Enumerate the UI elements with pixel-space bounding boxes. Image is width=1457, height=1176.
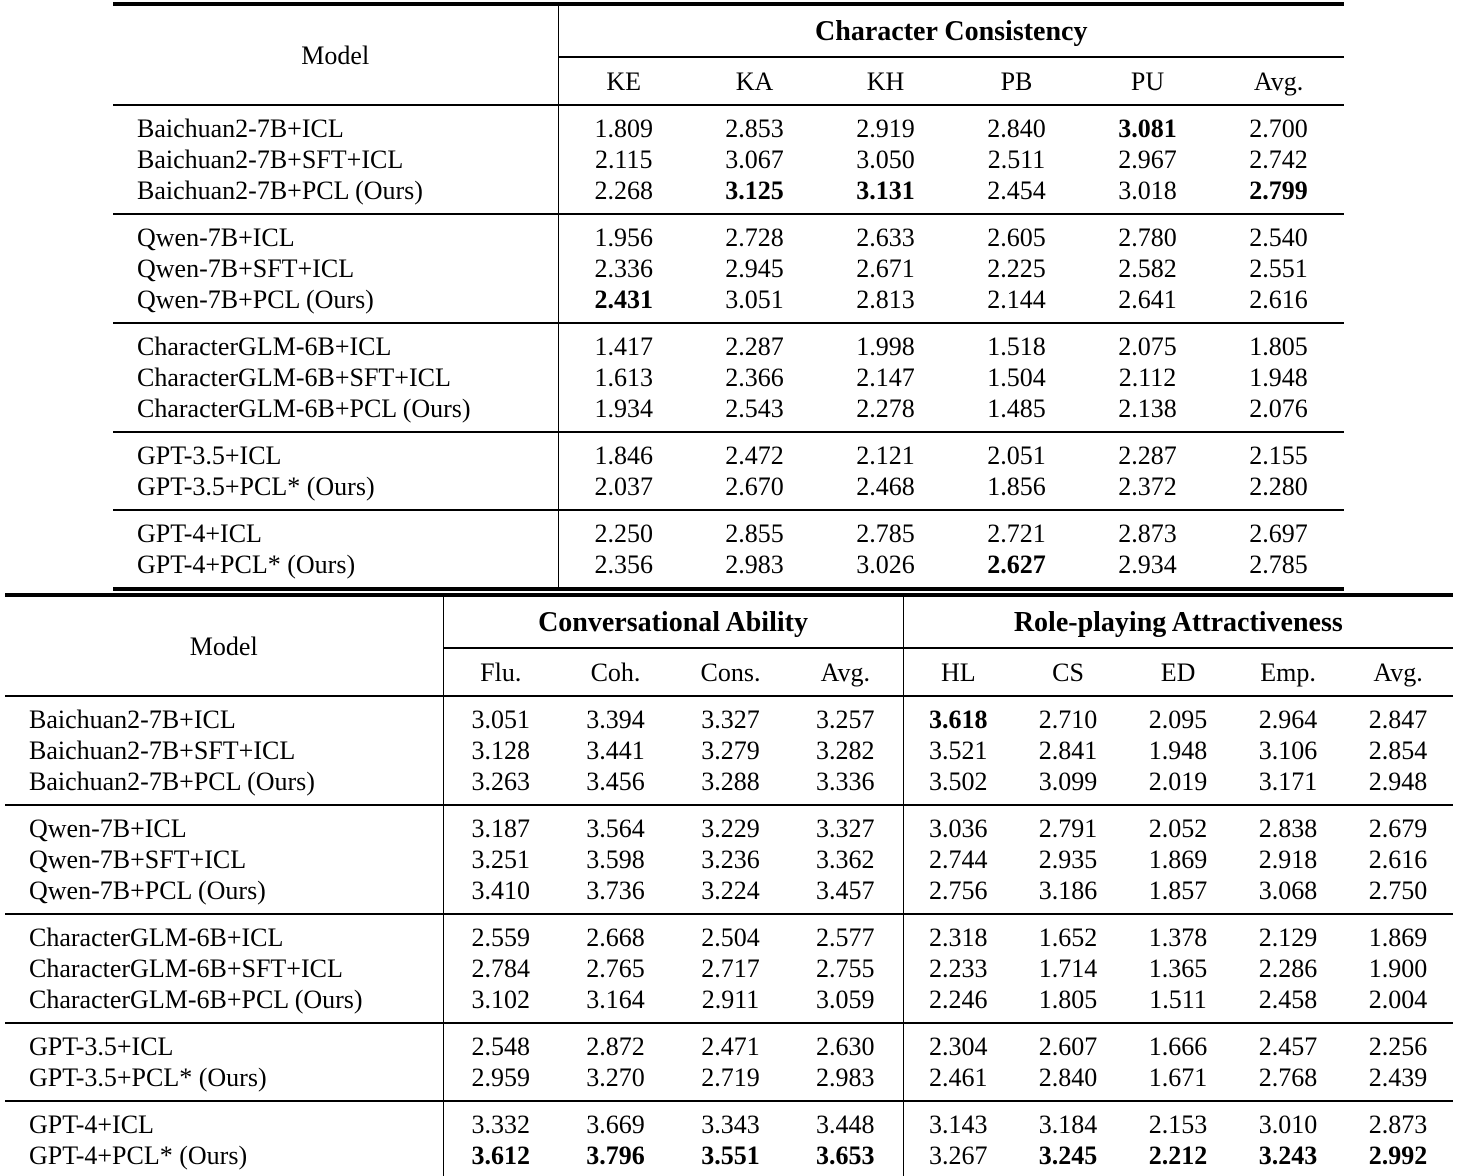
score-cell: 3.796 — [586, 1141, 645, 1170]
score-cell: 3.125 — [725, 176, 784, 205]
model-name-cell: CharacterGLM-6B+PCL (Ours) — [137, 394, 471, 423]
score-cell: 2.372 — [1118, 472, 1177, 501]
score-cell: 3.279 — [701, 736, 760, 765]
score-cell: 1.365 — [1148, 954, 1208, 983]
score-cell: 2.697 — [1213, 510, 1344, 549]
score-cell: 2.983 — [816, 1063, 875, 1092]
score-cell: 2.934 — [1118, 550, 1177, 579]
group-header: Role-playing Attractiveness — [903, 595, 1453, 648]
score-cell: 2.540 — [1213, 214, 1344, 253]
score-cell: 2.543 — [725, 394, 784, 423]
model-name-cell: CharacterGLM-6B+SFT+ICL — [29, 954, 343, 983]
score-cell: 2.155 — [1213, 432, 1344, 471]
score-cell: 1.809 — [558, 105, 689, 144]
character-consistency-grid — [113, 2, 1344, 591]
table-row — [113, 175, 1344, 214]
score-cell: 2.744 — [903, 844, 1013, 875]
score-cell: 2.750 — [1368, 876, 1428, 905]
score-cell: 1.378 — [1123, 914, 1233, 953]
score-cell: 2.855 — [689, 510, 820, 549]
score-cell: 3.102 — [443, 984, 558, 1023]
score-cell: 2.095 — [1148, 705, 1208, 734]
score-cell: 2.075 — [1082, 323, 1213, 362]
score-cell: 1.856 — [987, 472, 1046, 501]
score-cell: 1.613 — [558, 362, 689, 393]
table-row — [5, 953, 1453, 984]
table-row — [5, 875, 1453, 914]
score-cell: 2.225 — [987, 254, 1046, 283]
score-cell: 2.784 — [443, 953, 558, 984]
score-cell: 1.511 — [1149, 985, 1207, 1014]
score-cell: 2.853 — [725, 114, 784, 143]
table-row — [113, 432, 1344, 471]
score-cell: 3.059 — [816, 985, 875, 1014]
column-header: Avg. — [1213, 57, 1344, 105]
score-cell: 2.813 — [856, 285, 915, 314]
model-name-cell: Baichuan2-7B+ICL — [29, 705, 236, 734]
score-cell: 2.129 — [1233, 914, 1343, 953]
model-name-cell: Baichuan2-7B+SFT+ICL — [29, 736, 296, 765]
score-cell: 2.051 — [951, 432, 1082, 471]
score-cell: 3.184 — [1013, 1101, 1123, 1140]
score-cell: 3.251 — [443, 844, 558, 875]
table-row — [5, 805, 1453, 844]
model-name-cell: GPT-4+ICL — [113, 510, 558, 549]
score-cell: 2.278 — [856, 394, 915, 423]
score-cell: 3.224 — [701, 876, 760, 905]
score-cell: 2.838 — [1233, 805, 1343, 844]
score-cell: 3.598 — [586, 845, 645, 874]
model-name-cell: GPT-3.5+PCL* (Ours) — [29, 1063, 267, 1092]
table-row — [5, 766, 1453, 805]
score-cell: 2.679 — [1343, 805, 1453, 844]
score-cell: 2.935 — [1038, 845, 1098, 874]
score-cell: 3.068 — [1258, 876, 1318, 905]
score-cell: 2.076 — [1249, 394, 1308, 423]
table-row — [113, 253, 1344, 284]
score-cell: 3.327 — [701, 705, 760, 734]
model-name-cell: CharacterGLM-6B+SFT+ICL — [137, 363, 451, 392]
score-cell: 2.280 — [1249, 472, 1308, 501]
score-cell: 3.327 — [788, 805, 903, 844]
column-header: ED — [1123, 648, 1233, 696]
table-row — [5, 1062, 1453, 1101]
column-header: HL — [903, 648, 1013, 696]
score-cell: 3.551 — [701, 1141, 760, 1170]
table-row — [5, 984, 1453, 1023]
model-name-cell: Qwen-7B+SFT+ICL — [29, 845, 247, 874]
score-cell: 1.998 — [820, 323, 951, 362]
character-consistency-table — [113, 2, 1343, 591]
column-header: PB — [951, 57, 1082, 105]
score-cell: 1.652 — [1013, 914, 1123, 953]
score-cell: 2.431 — [558, 284, 689, 323]
score-cell: 3.457 — [816, 876, 875, 905]
column-header: Flu. — [443, 648, 558, 696]
score-cell: 3.243 — [1258, 1141, 1318, 1170]
score-cell: 2.458 — [1258, 985, 1318, 1014]
score-cell: 3.099 — [1038, 767, 1098, 796]
score-cell: 2.992 — [1368, 1141, 1428, 1170]
table-row — [113, 105, 1344, 144]
score-cell: 1.485 — [987, 394, 1046, 423]
table-row — [113, 362, 1344, 393]
score-cell: 2.256 — [1343, 1023, 1453, 1062]
score-cell: 2.121 — [820, 432, 951, 471]
column-header: PU — [1082, 57, 1213, 105]
score-cell: 2.728 — [689, 214, 820, 253]
score-cell: 1.948 — [1249, 363, 1308, 392]
column-header: CS — [1013, 648, 1123, 696]
score-cell: 2.468 — [856, 472, 915, 501]
score-cell: 3.336 — [816, 767, 875, 796]
score-cell: 2.548 — [443, 1023, 558, 1062]
score-cell: 1.805 — [1038, 985, 1098, 1014]
score-cell: 2.983 — [725, 550, 784, 579]
score-cell: 2.964 — [1258, 705, 1318, 734]
column-header: Avg. — [1343, 648, 1453, 696]
score-cell: 2.147 — [856, 363, 915, 392]
table-row — [5, 1101, 1453, 1140]
score-cell: 2.633 — [820, 214, 951, 253]
score-cell: 2.286 — [1258, 954, 1318, 983]
score-cell: 1.900 — [1368, 954, 1428, 983]
score-cell: 2.873 — [1343, 1101, 1453, 1140]
column-header: Coh. — [558, 648, 673, 696]
score-cell: 2.605 — [951, 214, 1082, 253]
score-cell: 2.246 — [903, 984, 1013, 1023]
score-cell: 2.641 — [1118, 285, 1177, 314]
score-cell: 2.721 — [951, 510, 1082, 549]
model-name-cell: Qwen-7B+ICL — [5, 805, 443, 844]
score-cell: 3.236 — [701, 845, 760, 874]
score-cell: 2.919 — [856, 114, 915, 143]
score-cell: 2.511 — [987, 145, 1046, 174]
score-cell: 3.332 — [443, 1101, 558, 1140]
score-cell: 2.785 — [820, 510, 951, 549]
score-cell: 2.304 — [903, 1023, 1013, 1062]
score-cell: 3.267 — [903, 1140, 1013, 1176]
score-cell: 2.768 — [1258, 1063, 1318, 1092]
model-name-cell: GPT-3.5+ICL — [5, 1023, 443, 1062]
score-cell: 2.471 — [673, 1023, 788, 1062]
model-column-header: Model — [5, 595, 443, 696]
score-cell: 2.366 — [725, 363, 784, 392]
score-cell: 2.948 — [1368, 767, 1428, 796]
score-cell: 2.019 — [1148, 767, 1208, 796]
column-header: KE — [558, 57, 689, 105]
score-cell: 3.128 — [443, 735, 558, 766]
table-row — [113, 144, 1344, 175]
score-cell: 3.410 — [443, 875, 558, 914]
score-cell: 3.067 — [725, 145, 784, 174]
score-cell: 1.805 — [1213, 323, 1344, 362]
score-cell: 3.164 — [586, 985, 645, 1014]
score-cell: 3.736 — [586, 876, 645, 905]
score-cell: 2.268 — [558, 175, 689, 214]
score-cell: 3.051 — [725, 285, 784, 314]
score-cell: 3.521 — [903, 735, 1013, 766]
column-header: Emp. — [1233, 648, 1343, 696]
score-cell: 3.502 — [903, 766, 1013, 805]
score-cell: 2.457 — [1233, 1023, 1343, 1062]
score-cell: 2.336 — [558, 253, 689, 284]
score-cell: 3.362 — [816, 845, 875, 874]
score-cell: 2.959 — [443, 1062, 558, 1101]
table-row — [113, 510, 1344, 549]
score-cell: 2.318 — [903, 914, 1013, 953]
group-header: Conversational Ability — [443, 595, 903, 648]
score-cell: 2.847 — [1368, 705, 1428, 734]
score-cell: 3.245 — [1038, 1141, 1098, 1170]
table-row — [5, 696, 1453, 735]
score-cell: 2.854 — [1368, 736, 1428, 765]
score-cell: 3.669 — [558, 1101, 673, 1140]
score-cell: 2.840 — [1038, 1063, 1098, 1092]
model-name-cell: GPT-4+PCL* (Ours) — [137, 550, 356, 579]
score-cell: 3.448 — [788, 1101, 903, 1140]
score-cell: 3.131 — [856, 176, 915, 205]
score-cell: 3.051 — [443, 696, 558, 735]
score-cell: 1.869 — [1343, 914, 1453, 953]
score-cell: 1.956 — [558, 214, 689, 253]
score-cell: 2.212 — [1148, 1141, 1208, 1170]
score-cell: 2.607 — [1013, 1023, 1123, 1062]
table-row — [113, 214, 1344, 253]
score-cell: 3.263 — [443, 766, 558, 805]
score-cell: 2.356 — [558, 549, 689, 589]
score-cell: 3.050 — [856, 145, 915, 174]
score-cell: 1.518 — [951, 323, 1082, 362]
score-cell: 2.791 — [1013, 805, 1123, 844]
score-cell: 2.439 — [1368, 1063, 1428, 1092]
score-cell: 2.780 — [1082, 214, 1213, 253]
score-cell: 2.967 — [1118, 145, 1177, 174]
score-cell: 2.945 — [725, 254, 784, 283]
score-cell: 2.670 — [725, 472, 784, 501]
table-row — [5, 735, 1453, 766]
score-cell: 2.717 — [701, 954, 760, 983]
conversational-roleplay-table — [5, 593, 1452, 1176]
score-cell: 2.461 — [903, 1062, 1013, 1101]
score-cell: 2.911 — [701, 985, 760, 1014]
score-cell: 2.756 — [903, 875, 1013, 914]
table-row — [113, 471, 1344, 510]
score-cell: 2.710 — [1038, 705, 1098, 734]
score-cell: 2.755 — [816, 954, 875, 983]
score-cell: 2.742 — [1249, 145, 1308, 174]
table-row — [113, 284, 1344, 323]
score-cell: 2.616 — [1249, 285, 1308, 314]
score-cell: 2.841 — [1038, 736, 1098, 765]
score-cell: 2.582 — [1118, 254, 1177, 283]
score-cell: 2.454 — [987, 176, 1046, 205]
score-cell: 3.282 — [816, 736, 875, 765]
score-cell: 2.872 — [558, 1023, 673, 1062]
score-cell: 2.037 — [558, 471, 689, 510]
score-cell: 3.187 — [443, 805, 558, 844]
column-header: Cons. — [673, 648, 788, 696]
score-cell: 3.026 — [856, 550, 915, 579]
score-cell: 1.417 — [558, 323, 689, 362]
model-name-cell: CharacterGLM-6B+ICL — [113, 323, 558, 362]
model-name-cell: Qwen-7B+ICL — [113, 214, 558, 253]
score-cell: 2.799 — [1249, 176, 1308, 205]
column-header: KH — [820, 57, 951, 105]
score-cell: 1.671 — [1148, 1063, 1208, 1092]
score-cell: 3.171 — [1258, 767, 1318, 796]
score-cell: 3.186 — [1038, 876, 1098, 905]
column-header: Avg. — [788, 648, 903, 696]
score-cell: 3.343 — [673, 1101, 788, 1140]
score-cell: 2.504 — [673, 914, 788, 953]
model-name-cell: Baichuan2-7B+PCL (Ours) — [29, 767, 315, 796]
model-name-cell: Baichuan2-7B+PCL (Ours) — [137, 176, 423, 205]
score-cell: 3.229 — [673, 805, 788, 844]
score-cell: 3.270 — [586, 1063, 645, 1092]
score-cell: 2.004 — [1368, 985, 1428, 1014]
model-name-cell: CharacterGLM-6B+PCL (Ours) — [29, 985, 363, 1014]
table-row — [5, 1140, 1453, 1176]
table-row — [5, 1023, 1453, 1062]
model-name-cell: CharacterGLM-6B+ICL — [5, 914, 443, 953]
score-cell: 2.112 — [1118, 363, 1177, 392]
model-name-cell: GPT-4+ICL — [5, 1101, 443, 1140]
score-cell: 2.287 — [689, 323, 820, 362]
table-row — [5, 844, 1453, 875]
score-cell: 2.144 — [987, 285, 1046, 314]
score-cell: 3.288 — [701, 767, 760, 796]
score-cell: 2.700 — [1249, 114, 1308, 143]
score-cell: 3.564 — [558, 805, 673, 844]
score-cell: 2.616 — [1368, 845, 1428, 874]
score-cell: 2.840 — [987, 114, 1046, 143]
score-cell: 3.612 — [443, 1140, 558, 1176]
score-cell: 2.052 — [1123, 805, 1233, 844]
score-cell: 3.394 — [586, 705, 645, 734]
model-name-cell: GPT-4+PCL* (Ours) — [29, 1141, 248, 1170]
table-row — [5, 914, 1453, 953]
model-name-cell: GPT-3.5+PCL* (Ours) — [137, 472, 375, 501]
score-cell: 2.671 — [856, 254, 915, 283]
model-name-cell: Baichuan2-7B+SFT+ICL — [137, 145, 404, 174]
score-cell: 2.115 — [558, 144, 689, 175]
score-cell: 2.559 — [443, 914, 558, 953]
score-cell: 3.106 — [1258, 736, 1318, 765]
score-cell: 1.934 — [558, 393, 689, 432]
score-cell: 1.714 — [1038, 954, 1098, 983]
score-cell: 3.018 — [1118, 176, 1177, 205]
column-header: KA — [689, 57, 820, 105]
score-cell: 3.441 — [586, 736, 645, 765]
model-name-cell: GPT-3.5+ICL — [113, 432, 558, 471]
score-cell: 3.081 — [1118, 114, 1177, 143]
model-name-cell: Baichuan2-7B+ICL — [137, 114, 344, 143]
table-row — [113, 549, 1344, 589]
score-cell: 2.630 — [788, 1023, 903, 1062]
score-cell: 1.846 — [558, 432, 689, 471]
model-name-cell: Qwen-7B+PCL (Ours) — [137, 285, 374, 314]
score-cell: 1.869 — [1148, 845, 1208, 874]
score-cell: 2.551 — [1249, 254, 1308, 283]
table-row — [113, 323, 1344, 362]
score-cell: 2.153 — [1123, 1101, 1233, 1140]
model-name-cell: Qwen-7B+PCL (Ours) — [29, 876, 266, 905]
score-cell: 3.618 — [903, 696, 1013, 735]
score-cell: 2.233 — [903, 953, 1013, 984]
model-column-header: Model — [113, 4, 558, 105]
score-cell: 2.287 — [1082, 432, 1213, 471]
score-cell: 2.873 — [1082, 510, 1213, 549]
score-cell: 2.668 — [558, 914, 673, 953]
score-cell: 3.143 — [903, 1101, 1013, 1140]
score-cell: 3.036 — [903, 805, 1013, 844]
score-cell: 2.138 — [1118, 394, 1177, 423]
model-name-cell: Qwen-7B+SFT+ICL — [137, 254, 355, 283]
group-header: Character Consistency — [558, 4, 1344, 57]
score-cell: 2.765 — [586, 954, 645, 983]
score-cell: 2.472 — [689, 432, 820, 471]
score-cell: 2.627 — [987, 550, 1046, 579]
score-cell: 3.010 — [1233, 1101, 1343, 1140]
score-cell: 2.719 — [701, 1063, 760, 1092]
score-cell: 1.504 — [987, 363, 1046, 392]
ability-attractiveness-grid — [5, 593, 1453, 1176]
score-cell: 1.857 — [1148, 876, 1208, 905]
score-cell: 3.456 — [586, 767, 645, 796]
score-cell: 1.948 — [1148, 736, 1208, 765]
score-cell: 2.577 — [788, 914, 903, 953]
score-cell: 2.918 — [1258, 845, 1318, 874]
score-cell: 1.666 — [1123, 1023, 1233, 1062]
score-cell: 2.785 — [1249, 550, 1308, 579]
score-cell: 2.250 — [558, 510, 689, 549]
score-cell: 3.257 — [816, 705, 875, 734]
table-row — [113, 393, 1344, 432]
score-cell: 3.653 — [816, 1141, 875, 1170]
